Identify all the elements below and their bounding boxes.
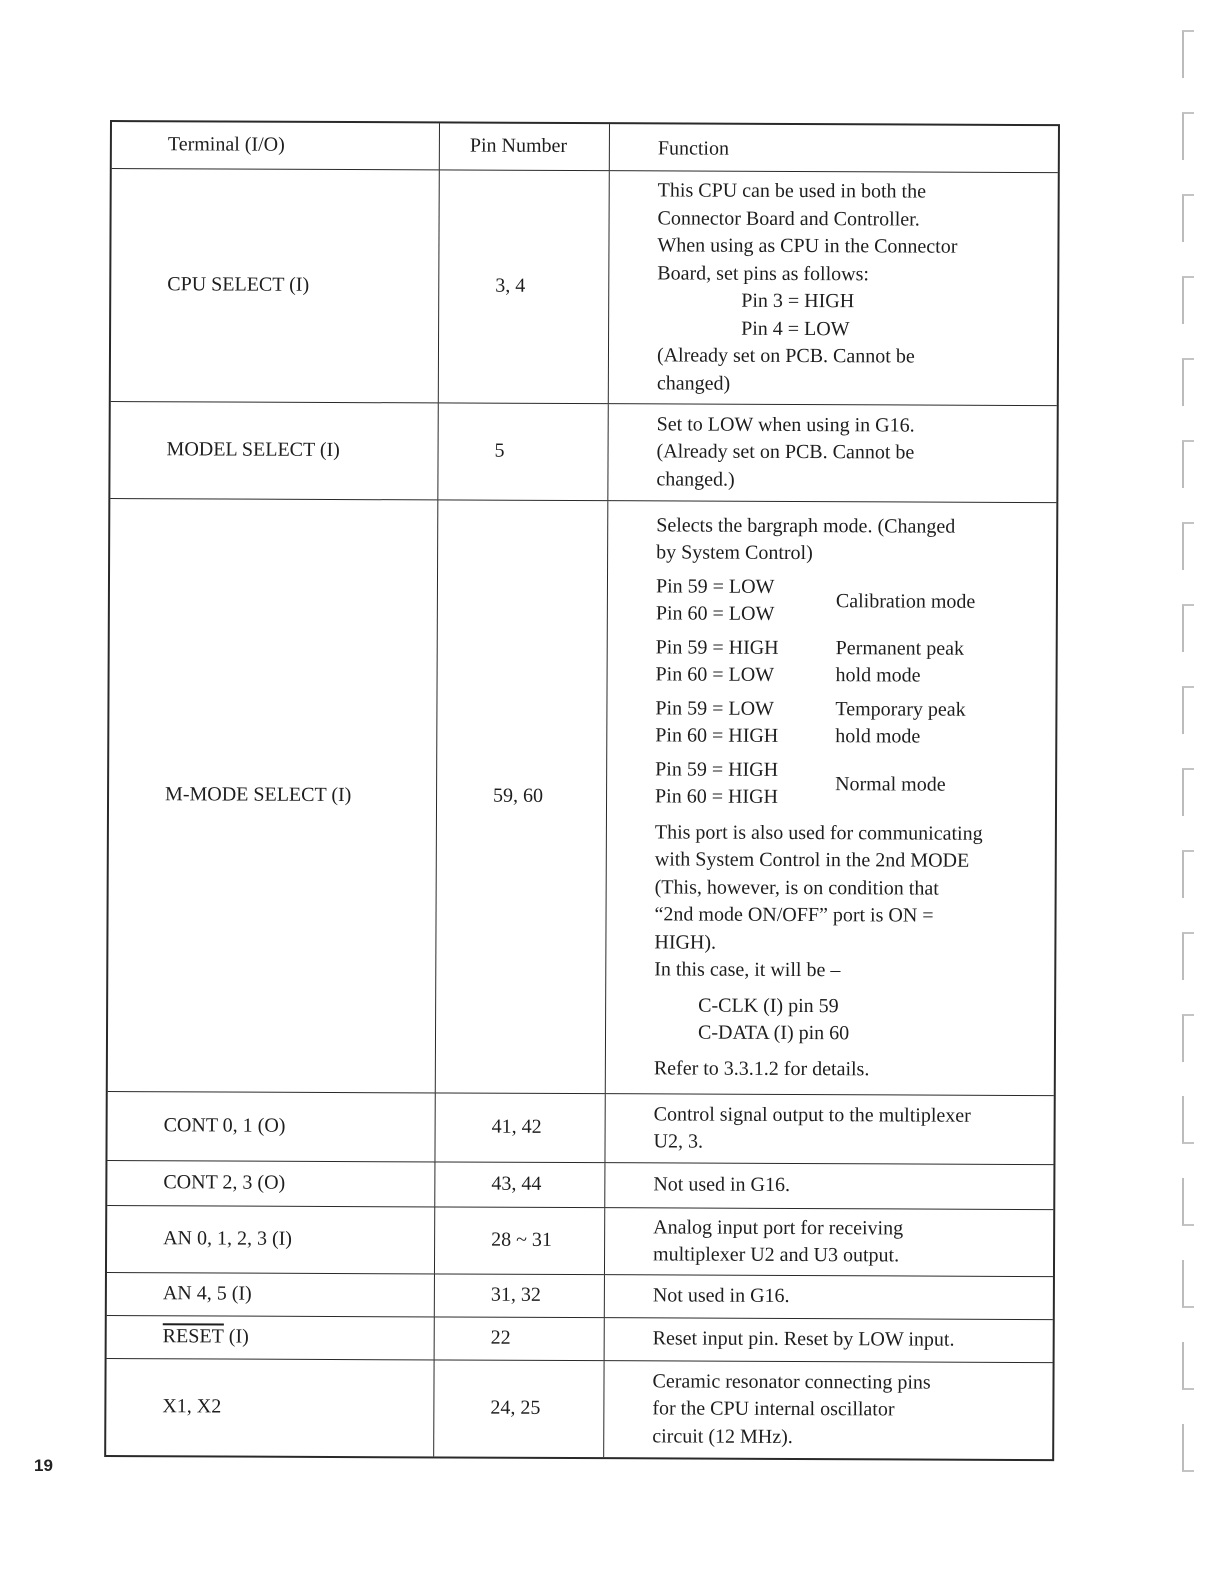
function-line: (Already set on PCB. Cannot be: [656, 344, 915, 368]
function-line: Control signal output to the multiplexer: [653, 1102, 971, 1127]
terminal-cell: M-MODE SELECT (I): [108, 499, 439, 1092]
table-row-x1-x2: [106, 1358, 1052, 1459]
mode-label: Permanent peak: [835, 636, 965, 660]
table-row-cont-0-1: [107, 1091, 1053, 1164]
pin-cell: 59, 60: [436, 500, 609, 1093]
function-line: This CPU can be used in both the: [657, 179, 927, 203]
header-pin-number: Pin Number: [440, 123, 610, 170]
header-function: [610, 124, 1058, 172]
page-number: 19: [34, 1456, 53, 1475]
table-row-an-0-3: [107, 1205, 1053, 1276]
terminal-cell: [107, 1316, 435, 1359]
function-cell: [606, 501, 1057, 1095]
header-terminal: Terminal (I/O): [112, 122, 440, 169]
function-line: changed.): [656, 468, 735, 491]
terminal-cell: CONT 0, 1 (O): [107, 1092, 435, 1161]
terminal-cell: X1, X2: [106, 1359, 434, 1456]
pin-cell: 28 ~ 31: [435, 1207, 605, 1274]
table-header-row: [112, 122, 1058, 172]
function-line: by System Control): [656, 541, 813, 565]
pin-cell: 3, 4: [439, 170, 610, 403]
pin-cell: 22: [435, 1317, 605, 1360]
function-cell: [605, 1318, 1053, 1362]
reset-label: RESET: [162, 1325, 224, 1348]
table-row-reset: [107, 1315, 1053, 1362]
pin59-setting: Pin 59 = LOW: [655, 697, 774, 720]
function-line: HIGH).: [654, 931, 717, 954]
function-line: with System Control in the 2nd MODE: [654, 848, 970, 873]
pin-function-table: [104, 120, 1060, 1461]
function-cell: [605, 1208, 1053, 1276]
function-line: Not used in G16.: [652, 1284, 790, 1308]
function-line: Ceramic resonator connecting pins: [652, 1370, 931, 1394]
function-line: multiplexer U2 and U3 output.: [653, 1243, 900, 1267]
pin-cell: 31, 32: [435, 1274, 605, 1317]
signal-line: C-DATA (I) pin 60: [697, 1021, 850, 1045]
function-line: Set to LOW when using in G16.: [656, 413, 915, 437]
pin-cell: 5: [438, 403, 608, 500]
terminal-cell: CONT 2, 3 (O): [107, 1161, 435, 1206]
function-line: Not used in G16.: [653, 1173, 791, 1197]
table-row-cpu-select: [111, 168, 1058, 405]
table-row-m-mode-select: [108, 498, 1057, 1095]
function-line: Reset input pin. Reset by LOW input.: [652, 1327, 955, 1351]
function-line: Board, set pins as follows:: [657, 261, 870, 285]
pin-setting-line: Pin 4 = LOW: [741, 317, 850, 340]
terminal-cell: MODEL SELECT (I): [110, 402, 438, 499]
table-row-cont-2-3: [107, 1160, 1053, 1209]
pin-setting-line: Pin 3 = HIGH: [741, 289, 855, 313]
function-cell: [608, 404, 1056, 502]
function-line: “2nd mode ON/OFF” port is ON =: [654, 903, 934, 927]
function-line: Connector Board and Controller.: [657, 206, 920, 231]
function-line: (Already set on PCB. Cannot be: [656, 440, 915, 464]
terminal-cell: AN 4, 5 (I): [107, 1273, 435, 1316]
signal-line: C-CLK (I) pin 59: [698, 994, 839, 1017]
function-cell: [609, 171, 1058, 405]
pin-cell: 41, 42: [435, 1093, 605, 1162]
mode-label: hold mode: [835, 725, 921, 748]
terminal-cell: AN 0, 1, 2, 3 (I): [107, 1206, 435, 1273]
function-line: for the CPU internal oscillator: [652, 1397, 895, 1421]
terminal-cell: CPU SELECT (I): [111, 169, 440, 402]
function-line: Selects the bargraph mode. (Changed: [656, 514, 956, 538]
function-line: Analog input port for receiving: [653, 1215, 904, 1239]
margin-bracket-marks: [1178, 30, 1198, 1530]
function-cell: [605, 1275, 1053, 1319]
function-line: U2, 3.: [653, 1130, 704, 1153]
pin59-setting: Pin 59 = HIGH: [655, 636, 779, 659]
function-line: When using as CPU in the Connector: [657, 234, 958, 258]
mode-entry-calibration: [656, 573, 1046, 630]
refer-line: Refer to 3.3.1.2 for details.: [653, 1057, 870, 1081]
mode-label: Calibration mode: [835, 589, 976, 613]
function-line: changed): [656, 371, 731, 395]
pin-cell: 24, 25: [434, 1360, 604, 1457]
function-cell: [605, 1163, 1053, 1209]
mode-entry-permanent-peak: [656, 634, 1046, 691]
function-line: (This, however, is on condition that: [654, 876, 939, 900]
mode-label: Temporary peak: [835, 697, 966, 721]
mode-entry-normal: [655, 756, 1045, 813]
table-row-an-4-5: [107, 1272, 1053, 1319]
function-cell: [605, 1094, 1053, 1164]
pin60-setting: Pin 60 = LOW: [655, 602, 775, 626]
header-function-label: Function: [657, 137, 730, 160]
pin60-setting: Pin 60 = HIGH: [655, 724, 779, 748]
pin59-setting: Pin 59 = HIGH: [655, 758, 779, 781]
function-line: This port is also used for communicating: [654, 821, 983, 845]
pin-cell: 43, 44: [435, 1162, 605, 1207]
table-row-model-select: [110, 401, 1056, 502]
pin60-setting: Pin 60 = HIGH: [655, 785, 779, 809]
mode-label: hold mode: [835, 664, 921, 687]
mode-label: Normal mode: [835, 772, 946, 796]
pin60-setting: Pin 60 = LOW: [655, 663, 775, 687]
function-line: circuit (12 MHz).: [652, 1425, 793, 1448]
function-line: In this case, it will be –: [654, 958, 841, 982]
function-cell: [604, 1361, 1052, 1459]
reset-io: (I): [228, 1325, 249, 1348]
pin59-setting: Pin 59 = LOW: [655, 575, 775, 598]
mode-entry-temporary-peak: [655, 695, 1045, 752]
